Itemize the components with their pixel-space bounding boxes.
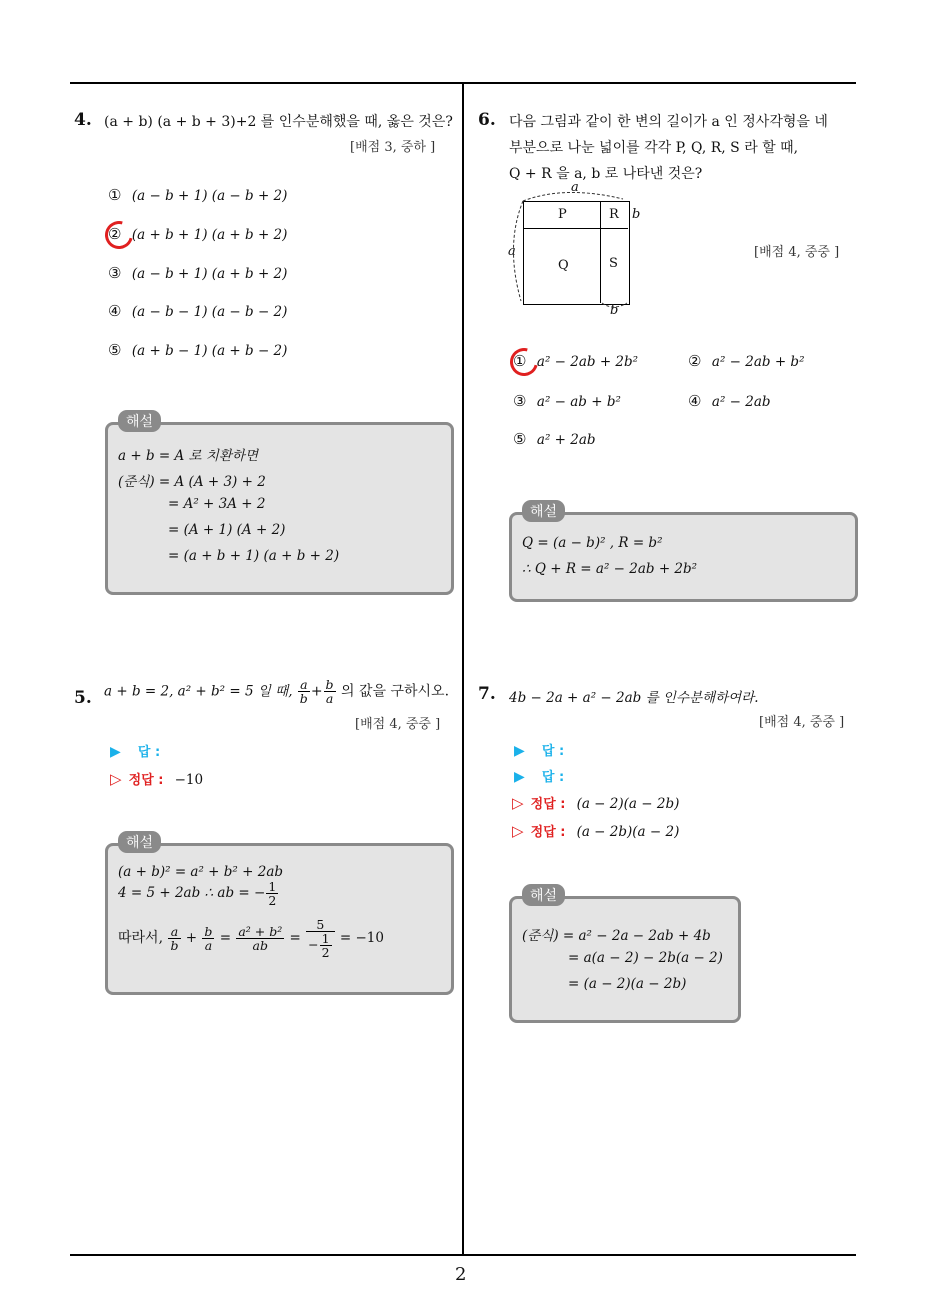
q4-choice-1[interactable]	[108, 186, 287, 204]
q4-score: [배점 3, 중하 ]	[350, 140, 436, 155]
label-S: S	[609, 256, 618, 271]
q7-answer-row[interactable]	[514, 766, 564, 785]
label-P: P	[558, 207, 567, 222]
label-b-bottom: b	[610, 303, 619, 318]
label-R: R	[609, 207, 619, 222]
label-Q: Q	[558, 258, 569, 273]
correct-value: (a − 2b)(a − 2)	[576, 824, 680, 840]
play-outline-icon: ▷	[512, 822, 524, 840]
choice-mark: ④	[688, 392, 702, 410]
brace-curves	[505, 185, 640, 315]
choice-mark: ①	[513, 352, 527, 370]
choice-mark: ②	[108, 225, 122, 243]
answer-label: 답 :	[541, 770, 565, 785]
answer-label: 답 :	[137, 745, 161, 760]
frac-a-b: $\frac{a}{b}$	[170, 924, 179, 954]
q7-answer-row[interactable]	[514, 740, 564, 759]
play-icon: ▶	[110, 744, 121, 760]
page-number: 2	[455, 1264, 467, 1285]
choice-text: (a − b + 1) (a − b + 2)	[131, 188, 288, 204]
q7-sol-line: (준식) = a² − 2a − 2ab + 4b	[522, 928, 711, 944]
choice-text: a² − ab + b²	[536, 394, 621, 410]
q5-frac-b-over-a: $\frac{b}{a}$	[325, 677, 334, 707]
q5-question-post: 의 값을 구하시오.	[336, 683, 450, 700]
column-divider	[462, 84, 464, 1256]
q6-solution-tag: 해설	[522, 500, 565, 522]
q6-score: [배점 4, 중중 ]	[754, 245, 840, 260]
q4-choice-5[interactable]	[108, 341, 287, 359]
q6-choice-5[interactable]	[513, 430, 596, 448]
q4-sol-line: (준식) = A (A + 3) + 2	[118, 474, 266, 490]
choice-text: a² + 2ab	[536, 432, 596, 448]
frac-b-a: $\frac{b}{a}$	[204, 924, 213, 954]
choice-text: a² − 2ab + 2b²	[536, 354, 639, 370]
choice-text: (a − b − 1) (a − b − 2)	[131, 304, 288, 320]
q4-choice-2[interactable]	[108, 225, 287, 243]
q4-sol-line: = (A + 1) (A + 2)	[168, 522, 286, 538]
play-outline-icon: ▷	[110, 770, 122, 788]
q5-correct-row	[110, 769, 203, 788]
correct-label: 정답 :	[128, 773, 164, 788]
q5-number: 5.	[74, 688, 92, 708]
q7-sol-line: = (a − 2)(a − 2b)	[568, 976, 687, 992]
correct-value: −10	[174, 772, 204, 788]
q5-solution-tag: 해설	[118, 831, 161, 853]
q6-solution-box	[509, 512, 858, 602]
q4-sol-line: = (a + b + 1) (a + b + 2)	[168, 548, 340, 564]
choice-mark: ④	[108, 302, 122, 320]
q4-question: (a + b) (a + b + 3)+2 를 인수분해했을 때, 옳은 것은?	[104, 114, 453, 130]
q7-number: 7.	[478, 684, 496, 704]
q6-selected-circle	[505, 343, 543, 381]
play-icon: ▶	[514, 769, 525, 785]
choice-mark: ③	[108, 264, 122, 282]
q7-correct-row	[512, 821, 679, 840]
q6-question-line: Q + R 을 a, b 로 나타낸 것은?	[509, 166, 703, 182]
q5-answer-row[interactable]	[110, 741, 160, 760]
q4-selected-circle	[100, 216, 138, 254]
q5-sol-line: 4 = 5 + 2ab ∴ ab = − $\frac{1}{2}$	[118, 879, 277, 909]
q6-choice-4[interactable]	[688, 392, 771, 410]
q7-sol-line: = a(a − 2) − 2b(a − 2)	[568, 950, 723, 966]
q6-question-line: 다음 그림과 같이 한 변의 길이가 a 인 정사각형을 네	[509, 114, 828, 130]
choice-text: (a + b − 1) (a + b − 2)	[131, 343, 288, 359]
q5-plus: +	[310, 683, 323, 700]
q5-question	[104, 678, 449, 705]
label-a-top: a	[571, 180, 579, 195]
choice-mark: ①	[108, 186, 122, 204]
choice-mark: ⑤	[108, 341, 122, 359]
correct-label: 정답 :	[530, 797, 566, 812]
q6-sol-line: Q = (a − b)² , R = b²	[522, 535, 663, 551]
choice-text: (a − b + 1) (a + b + 2)	[131, 266, 288, 282]
q7-score: [배점 4, 중중 ]	[759, 715, 845, 730]
correct-value: (a − 2)(a − 2b)	[576, 796, 680, 812]
q4-sol-line: a + b = A 로 치환하면	[118, 448, 259, 464]
choice-mark: ③	[513, 392, 527, 410]
q5-frac-a-over-b: $\frac{a}{b}$	[299, 677, 308, 707]
q6-question-line: 부분으로 나눈 넓이를 각각 P, Q, R, S 라 할 때,	[509, 140, 799, 156]
play-icon: ▶	[514, 743, 525, 759]
choice-text: a² − 2ab	[711, 394, 771, 410]
choice-text: a² − 2ab + b²	[711, 354, 805, 370]
q7-solution-tag: 해설	[522, 884, 565, 906]
frac-sum: $\frac{\text{a² + b²}}{ab}$	[238, 924, 283, 954]
q6-choice-3[interactable]	[513, 392, 621, 410]
q6-number: 6.	[478, 110, 496, 130]
choice-mark: ⑤	[513, 430, 527, 448]
q4-number: 4.	[74, 110, 92, 130]
q5-sol-line: 따라서, $\frac{a}{b}$ + $\frac{b}{a}$ = $\frac{\text{a² + b²}}{ab}$ = 5 − $\frac{1}{2}$ = −10	[118, 917, 384, 961]
frac-five-over-neg-half: 5 − $\frac{1}{2}$	[306, 918, 334, 959]
choice-mark: ②	[688, 352, 702, 370]
q6-sol-line: ∴ Q + R = a² − 2ab + 2b²	[522, 561, 698, 577]
correct-label: 정답 :	[530, 825, 566, 840]
label-a-left: a	[508, 244, 516, 259]
answer-label: 답 :	[541, 744, 565, 759]
choice-text: (a + b + 1) (a + b + 2)	[131, 227, 288, 243]
q5-sol-line: (a + b)² = a² + b² + 2ab	[118, 864, 284, 880]
q7-question: 4b − 2a + a² − 2ab 를 인수분해하여라.	[509, 690, 759, 706]
q4-choice-3[interactable]	[108, 264, 287, 282]
label-b-right: b	[632, 207, 641, 222]
q5-score: [배점 4, 중중 ]	[355, 717, 441, 732]
half-fraction: $\frac{1}{2}$	[268, 879, 277, 909]
q6-choice-2[interactable]	[688, 352, 805, 370]
bottom-rule	[70, 1254, 856, 1256]
q5-question-pre: a + b = 2, a² + b² = 5 일 때,	[104, 683, 297, 700]
play-outline-icon: ▷	[512, 794, 524, 812]
q7-correct-row	[512, 793, 679, 812]
q4-choice-4[interactable]	[108, 302, 287, 320]
q4-solution-tag: 해설	[118, 410, 161, 432]
q4-sol-line: = A² + 3A + 2	[168, 496, 266, 512]
